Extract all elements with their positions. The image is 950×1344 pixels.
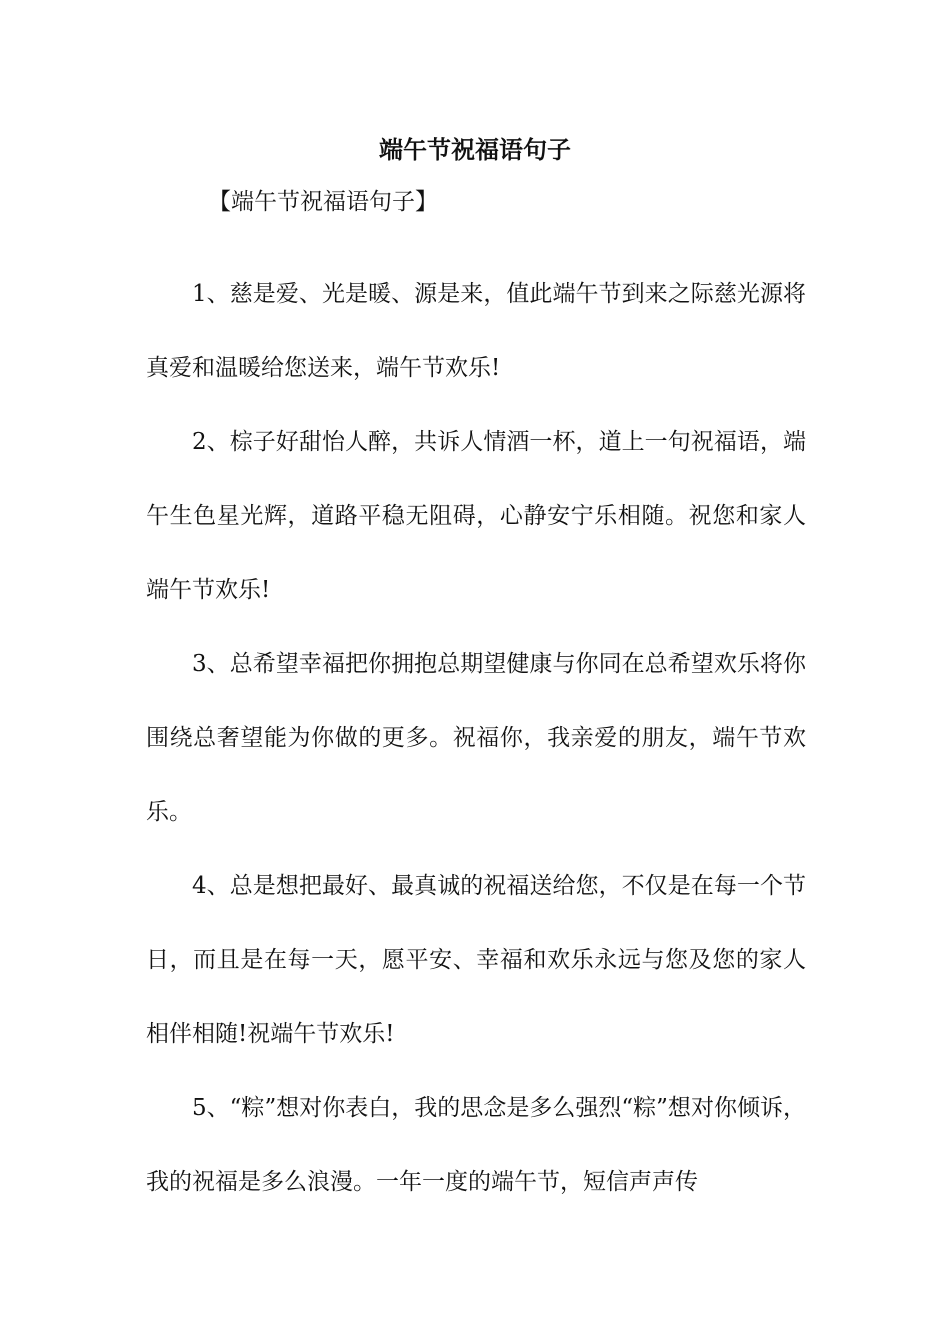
- paragraph-2: 2、棕子好甜怡人醉，共诉人情酒一杯，道上一句祝福语，端午生色星光辉，道路平稳无阻碍，心静安宁乐相随。祝您和家人端午节欢乐!: [146, 429, 806, 603]
- paragraph-4: 4、总是想把最好、最真诚的祝福送给您，不仅是在每一个节日，而且是在每一天，愿平安、幸福和欢乐永远与您及您的家人相伴相随!祝端午节欢乐!: [146, 873, 806, 1047]
- section-heading: 【端午节祝福语句子】: [208, 189, 438, 215]
- paragraph-3: 3、总希望幸福把你拥抱总期望健康与你同在总希望欢乐将你围绕总奢望能为你做的更多。祝福你，我亲爱的朋友，端午节欢乐。: [146, 651, 806, 825]
- paragraph-1: 1、慈是爱、光是暖、源是来，值此端午节到来之际慈光源将真爱和温暖给您送来，端午节欢乐!: [146, 281, 806, 381]
- paragraph-5: 5、“粽”想对你表白，我的思念是多么强烈“粽”想对你倾诉，我的祝福是多么浪漫。一年一度的端午节，短信声声传: [146, 1095, 806, 1195]
- page-title: 端午节祝福语句子: [379, 135, 571, 164]
- document-body: [146, 257, 806, 1219]
